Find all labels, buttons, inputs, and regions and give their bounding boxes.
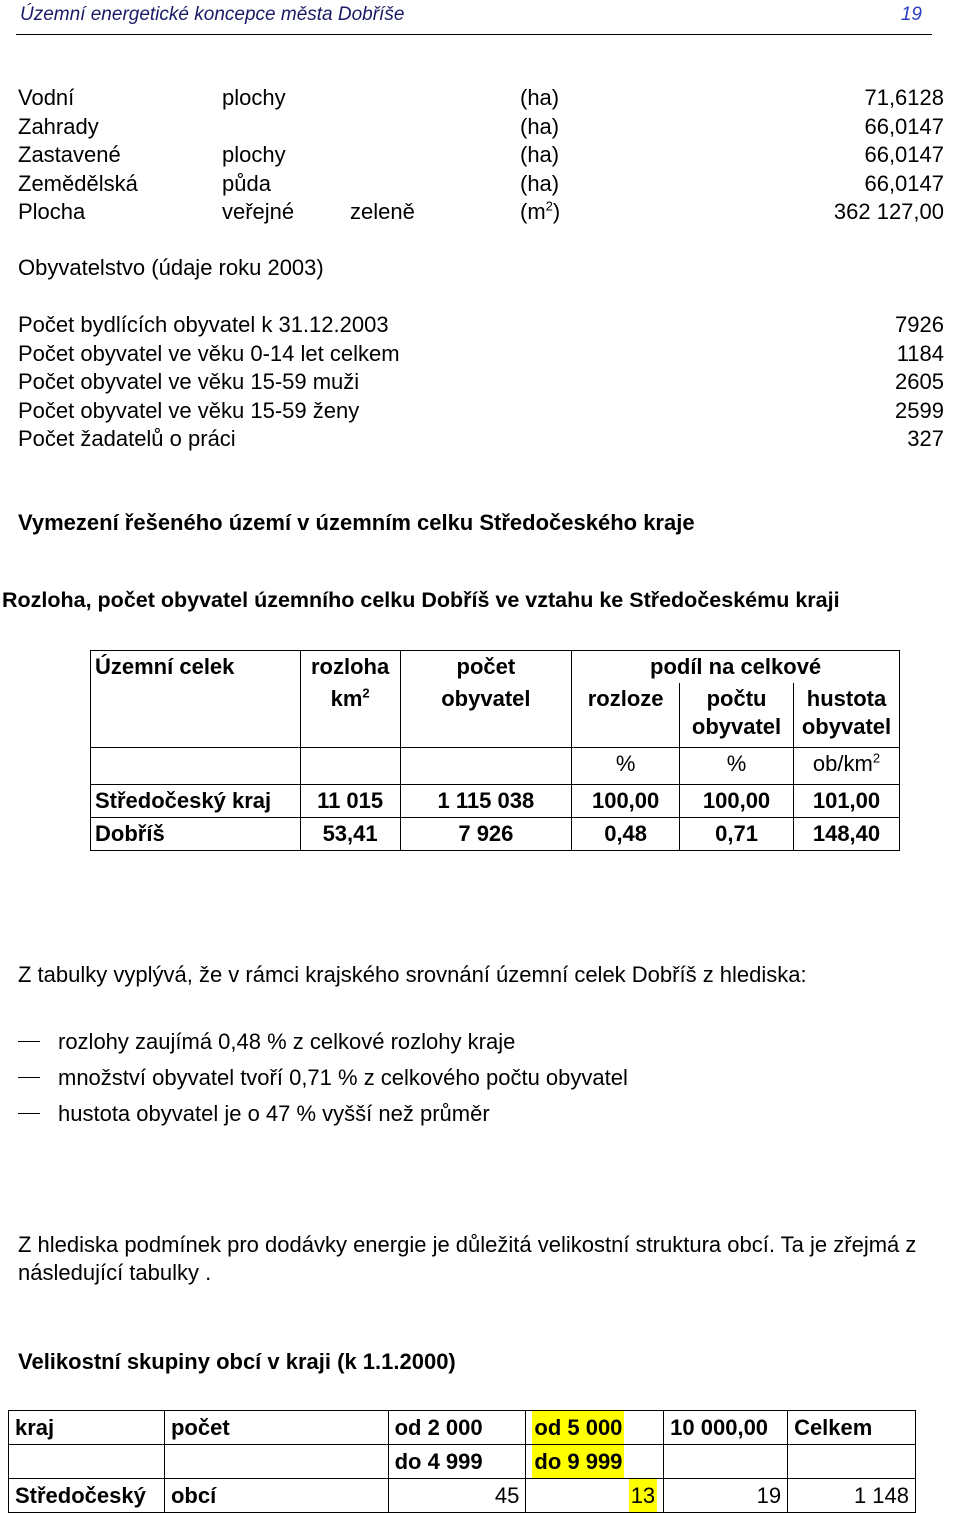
- land-use-row: [18, 84, 944, 113]
- population-heading: Obyvatelstvo (údaje roku 2003): [18, 255, 324, 280]
- table-row: Dobříš 53,41 7 926 0,48 0,71 148,40: [91, 818, 900, 851]
- summary-intro: Z tabulky vyplývá, že v rámci krajského srovnání územní celek Dobříš z hlediska:: [18, 962, 807, 987]
- land-use-label: půda: [222, 170, 271, 196]
- table2-title: Velikostní skupiny obcí v kraji (k 1.1.2000): [18, 1349, 456, 1374]
- population-row: Počet obyvatel ve věku 0-14 let celkem 1184: [18, 340, 944, 366]
- page-number: 19: [900, 4, 922, 25]
- land-use-label: Vodní: [18, 85, 75, 110]
- land-use-value: 66,0147: [864, 142, 944, 167]
- land-use-row: [18, 113, 944, 142]
- land-use-unit: (ha): [520, 142, 560, 167]
- land-use-unit: $(m^2)$: [520, 198, 561, 224]
- land-use-value: 71,6128: [864, 85, 944, 110]
- dash-icon: [18, 1113, 40, 1114]
- paragraph: Z hlediska podmínek pro dodávky energie je důležitá velikostní struktura obcí. Ta je zřejmá z následující tabulky .: [18, 1232, 917, 1285]
- land-use-unit: (ha): [520, 85, 560, 110]
- list-item: rozlohy zaujímá 0,48 % z celkové rozlohy kraje: [18, 1024, 628, 1060]
- land-use-label: zeleně: [350, 199, 415, 224]
- section-heading: Vymezení řešeného území v územním celku Středočeského kraje: [18, 510, 695, 535]
- land-use-label: plochy: [222, 85, 286, 110]
- land-use-label: Zahrady: [18, 113, 99, 139]
- summary-bullet-list: [18, 1024, 628, 1132]
- population-row: Počet obyvatel ve věku 15-59 muži 2605: [18, 369, 944, 394]
- land-use-label: veřejné: [222, 199, 295, 224]
- table-row: Středočeský obcí 45 13 19 1 148: [9, 1479, 916, 1513]
- highlighted-cell: 13: [629, 1479, 657, 1512]
- land-use-row: [18, 170, 944, 199]
- highlighted-cell: od 5 000: [532, 1411, 624, 1444]
- highlighted-cell: do 9 999: [532, 1445, 624, 1478]
- land-use-unit: (ha): [520, 170, 560, 196]
- list-item: množství obyvatel tvoří 0,71 % z celkového počtu obyvatel: [18, 1060, 628, 1096]
- land-use-label: Zemědělská: [18, 170, 138, 196]
- dash-icon: [18, 1041, 40, 1042]
- table-unit-row: % % $ob/km^2$: [91, 748, 900, 785]
- table-header-row: $km^2$ obyvatel rozloze počtu obyvatel hustota obyvatel: [91, 683, 900, 748]
- land-use-row: [18, 141, 944, 170]
- land-use-label: Plocha: [18, 199, 86, 224]
- land-use-value: 66,0147: [864, 113, 944, 139]
- land-use-list: [18, 84, 944, 227]
- population-row: Počet obyvatel ve věku 15-59 ženy 2599: [18, 397, 944, 423]
- table-header-row: Územní celek rozloha počet podíl na celkové: [91, 651, 900, 684]
- table-header-row: kraj počet od 2 000 od 5 000 10 000,00 Celkem: [9, 1411, 916, 1445]
- population-row: Počet žadatelů o práci 327: [18, 426, 944, 451]
- list-item: hustota obyvatel je o 47 % vyšší než průměr: [18, 1096, 628, 1132]
- dash-icon: [18, 1077, 40, 1078]
- area-population-table: [90, 650, 900, 851]
- page-header: [16, 0, 932, 35]
- land-use-value: 66,0147: [864, 170, 944, 196]
- land-use-unit: (ha): [520, 113, 560, 139]
- document-title: Územní energetické koncepce města Dobříše: [20, 4, 405, 25]
- table1-title: Rozloha, počet obyvatel územního celku Dobříš ve vztahu ke Středočeskému kraji: [2, 588, 840, 612]
- population-list: [18, 311, 944, 454]
- land-use-label: plochy: [222, 142, 286, 167]
- land-use-value: 362 127,00: [833, 199, 944, 224]
- municipality-size-table: [8, 1410, 916, 1513]
- land-use-label: Zastavené: [18, 142, 121, 167]
- population-row: Počet bydlících obyvatel k 31.12.2003 7926: [18, 312, 944, 337]
- table-header-row: do 4 999 do 9 999: [9, 1445, 916, 1479]
- land-use-row: [18, 198, 944, 227]
- table-row: Středočeský kraj 11 015 1 115 038 100,00 100,00 101,00: [91, 785, 900, 818]
